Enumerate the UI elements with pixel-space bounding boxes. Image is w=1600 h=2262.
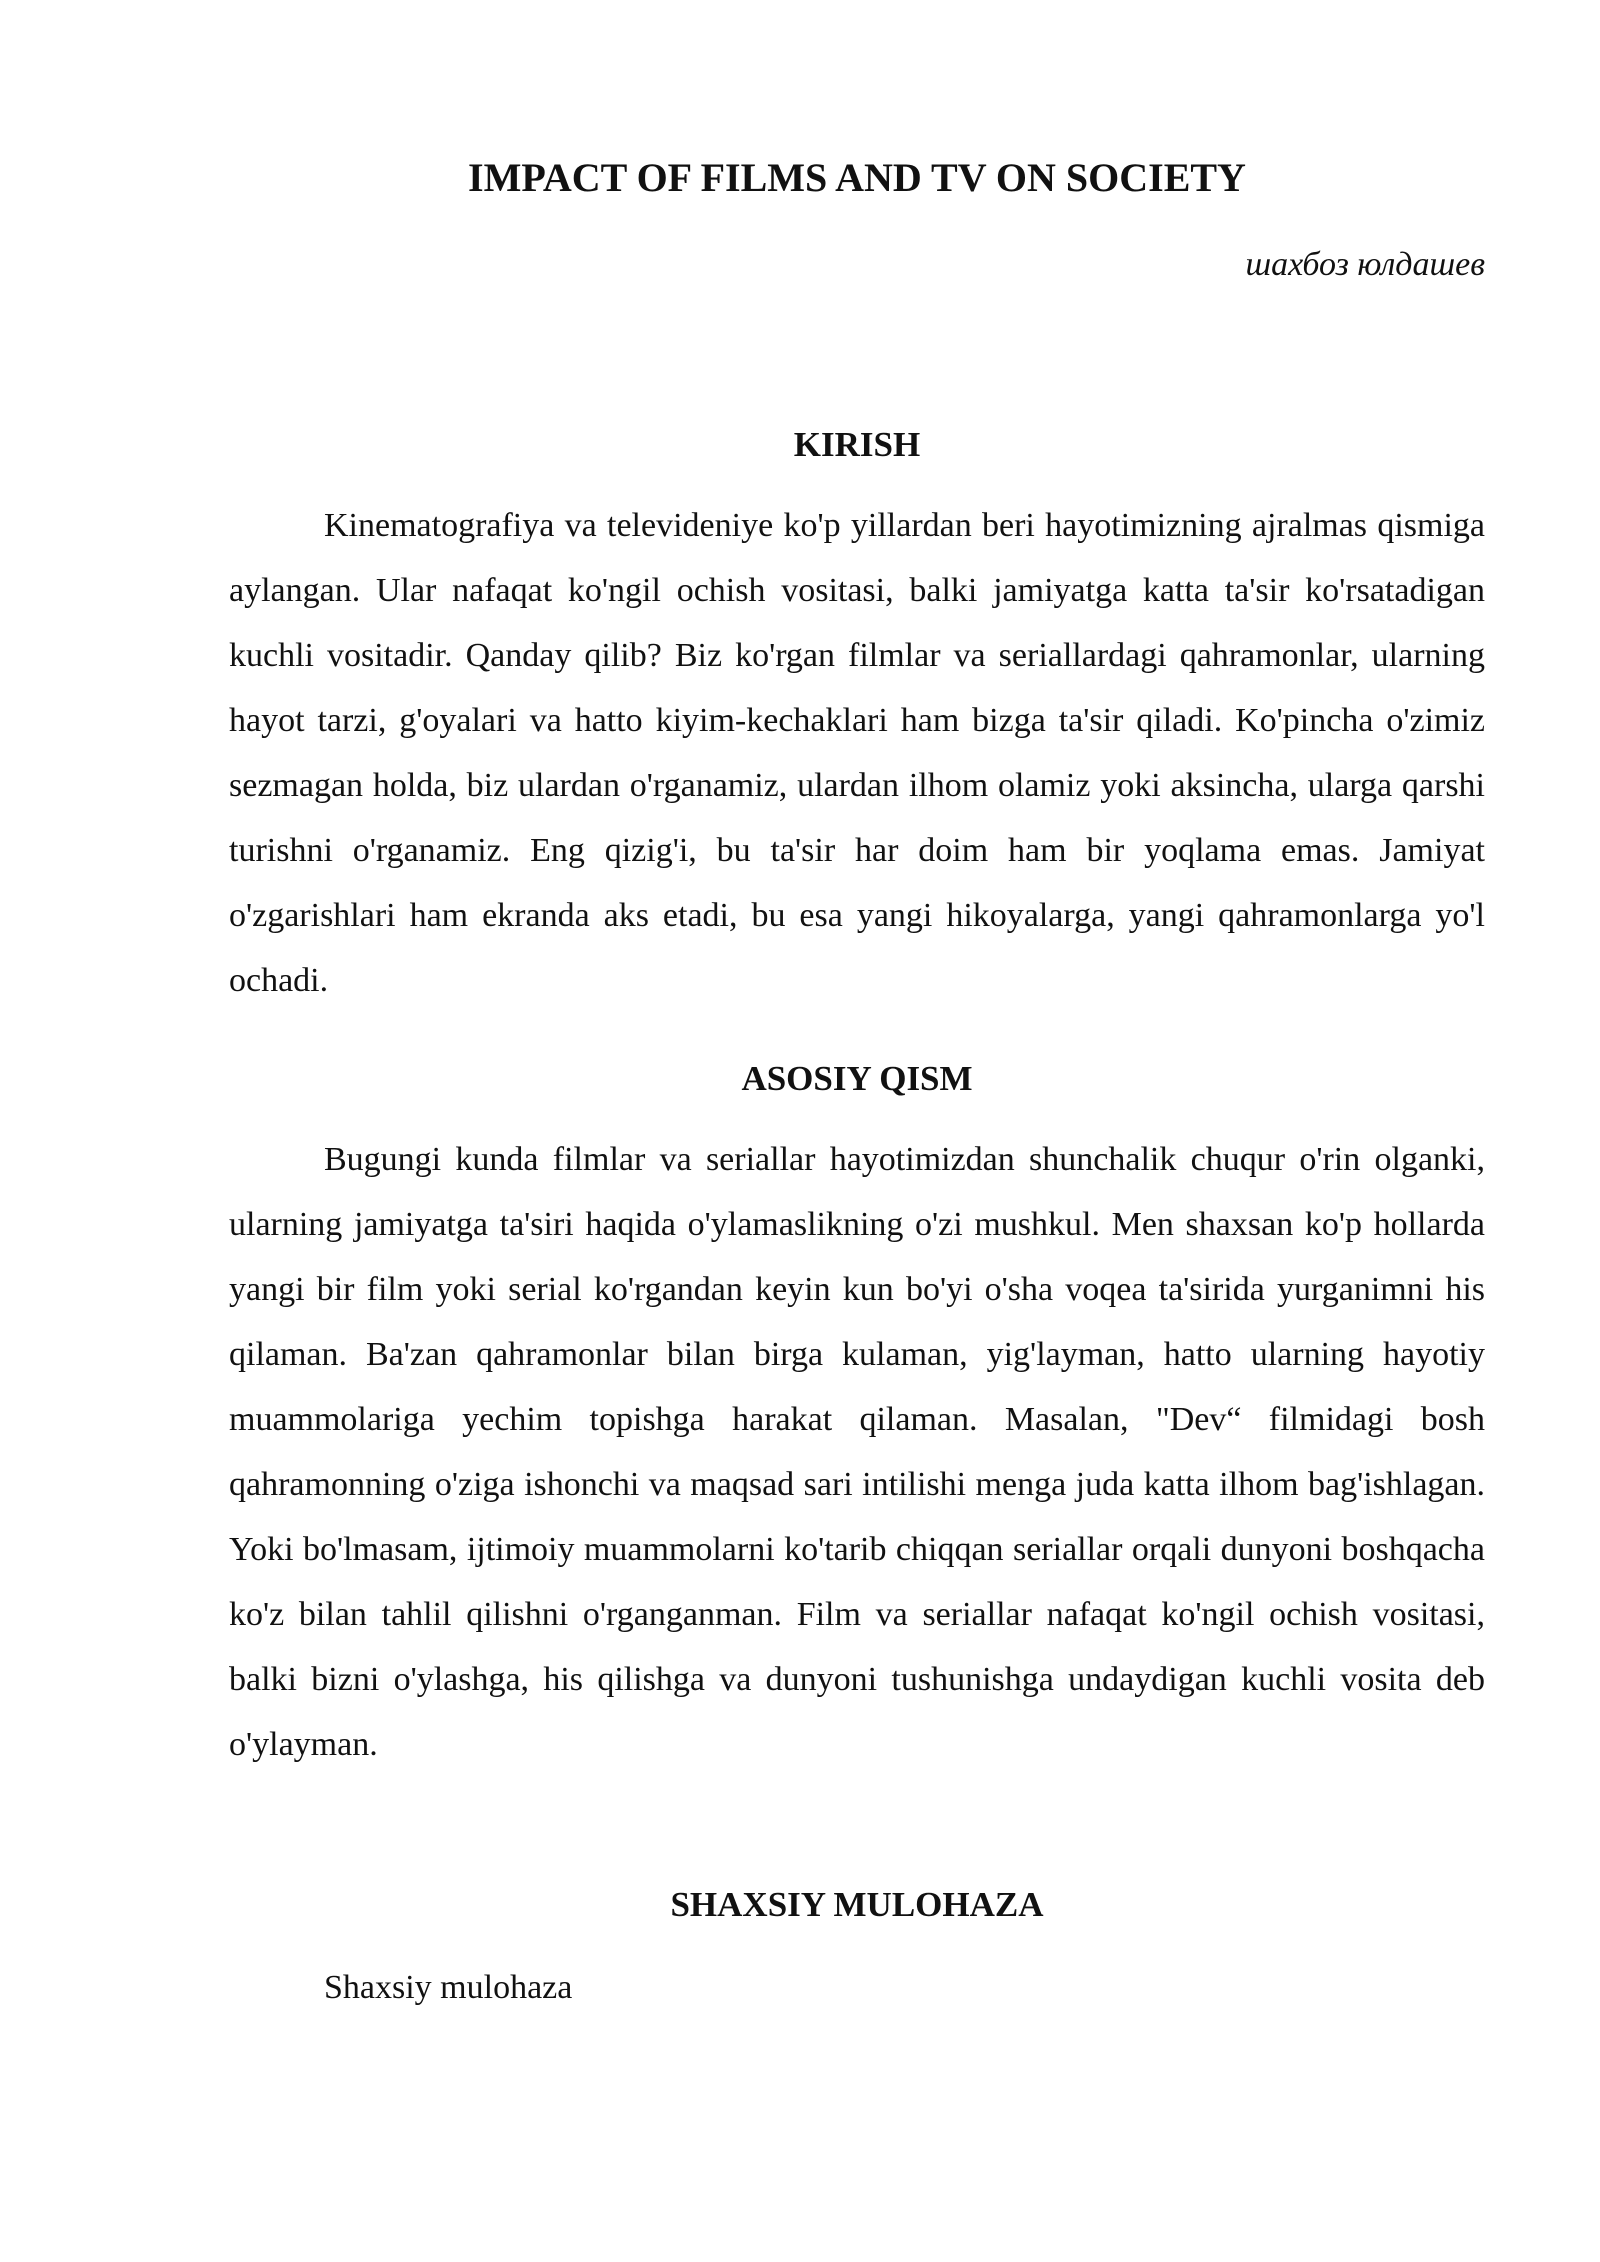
section-heading-kirish: KIRISH <box>793 425 921 464</box>
document-author: шахбоз юлдашев <box>1245 246 1485 283</box>
section-heading-shaxsiy-mulohaza: SHAXSIY MULOHAZA <box>670 1885 1044 1924</box>
section-body-shaxsiy-mulohaza: Shaxsiy mulohaza <box>324 1969 573 2006</box>
document-title: IMPACT OF FILMS AND TV ON SOCIETY <box>468 155 1246 200</box>
section-body-asosiy-qism: Bugungi kunda filmlar va seriallar hayotimizdan shunchalik chuqur o'rin olganki, ularning jamiyatga ta'siri haqida o'ylamaslikning o'zi mushkul. Men shaxsan ko'p hollarda yangi bir film yoki serial ko'rgandan keyin kun bo'yi o'sha voqea ta'sirida yurganimni his qilaman. Ba'zan qahramonlar bilan birga kulaman, yig'layman, hatto ularning hayotiy muammolariga yechim topishga harakat qilaman. Masalan, "Dev“ filmidagi bosh qahramonning o'ziga ishonchi va maqsad sari intilishi menga juda katta ilhom bag'ishlagan. Yoki bo'lmasam, ijtimoiy muammolarni ko'tarib chiqqan seriallar orqali dunyoni boshqacha ko'z bilan tahlil qilishni o'rganganman. Film va seriallar nafaqat ko'ngil ochish vositasi, balki bizni o'ylashga, his qilishga va dunyoni tushunishga undaydigan kuchli vosita deb o'ylayman. <box>229 1141 1485 1763</box>
section-body-kirish: Kinematografiya va televideniye ko'p yillardan beri hayotimizning ajralmas qismiga aylangan. Ular nafaqat ko'ngil ochish vositasi, balki jamiyatga katta ta'sir ko'rsatadigan kuchli vositadir. Qanday qilib? Biz ko'rgan filmlar va seriallardagi qahramonlar, ularning hayot tarzi, g'oyalari va hatto kiyim-kechaklari ham bizga ta'sir qiladi. Ko'pincha o'zimiz sezmagan holda, biz ulardan o'rganamiz, ulardan ilhom olamiz yoki aksincha, ularga qarshi turishni o'rganamiz. Eng qizig'i, bu ta'sir har doim ham bir yoqlama emas. Jamiyat o'zgarishlari ham ekranda aks etadi, bu esa yangi hikoyalarga, yangi qahramonlarga yo'l ochadi. <box>229 507 1485 999</box>
section-heading-asosiy-qism: ASOSIY QISM <box>741 1059 973 1098</box>
